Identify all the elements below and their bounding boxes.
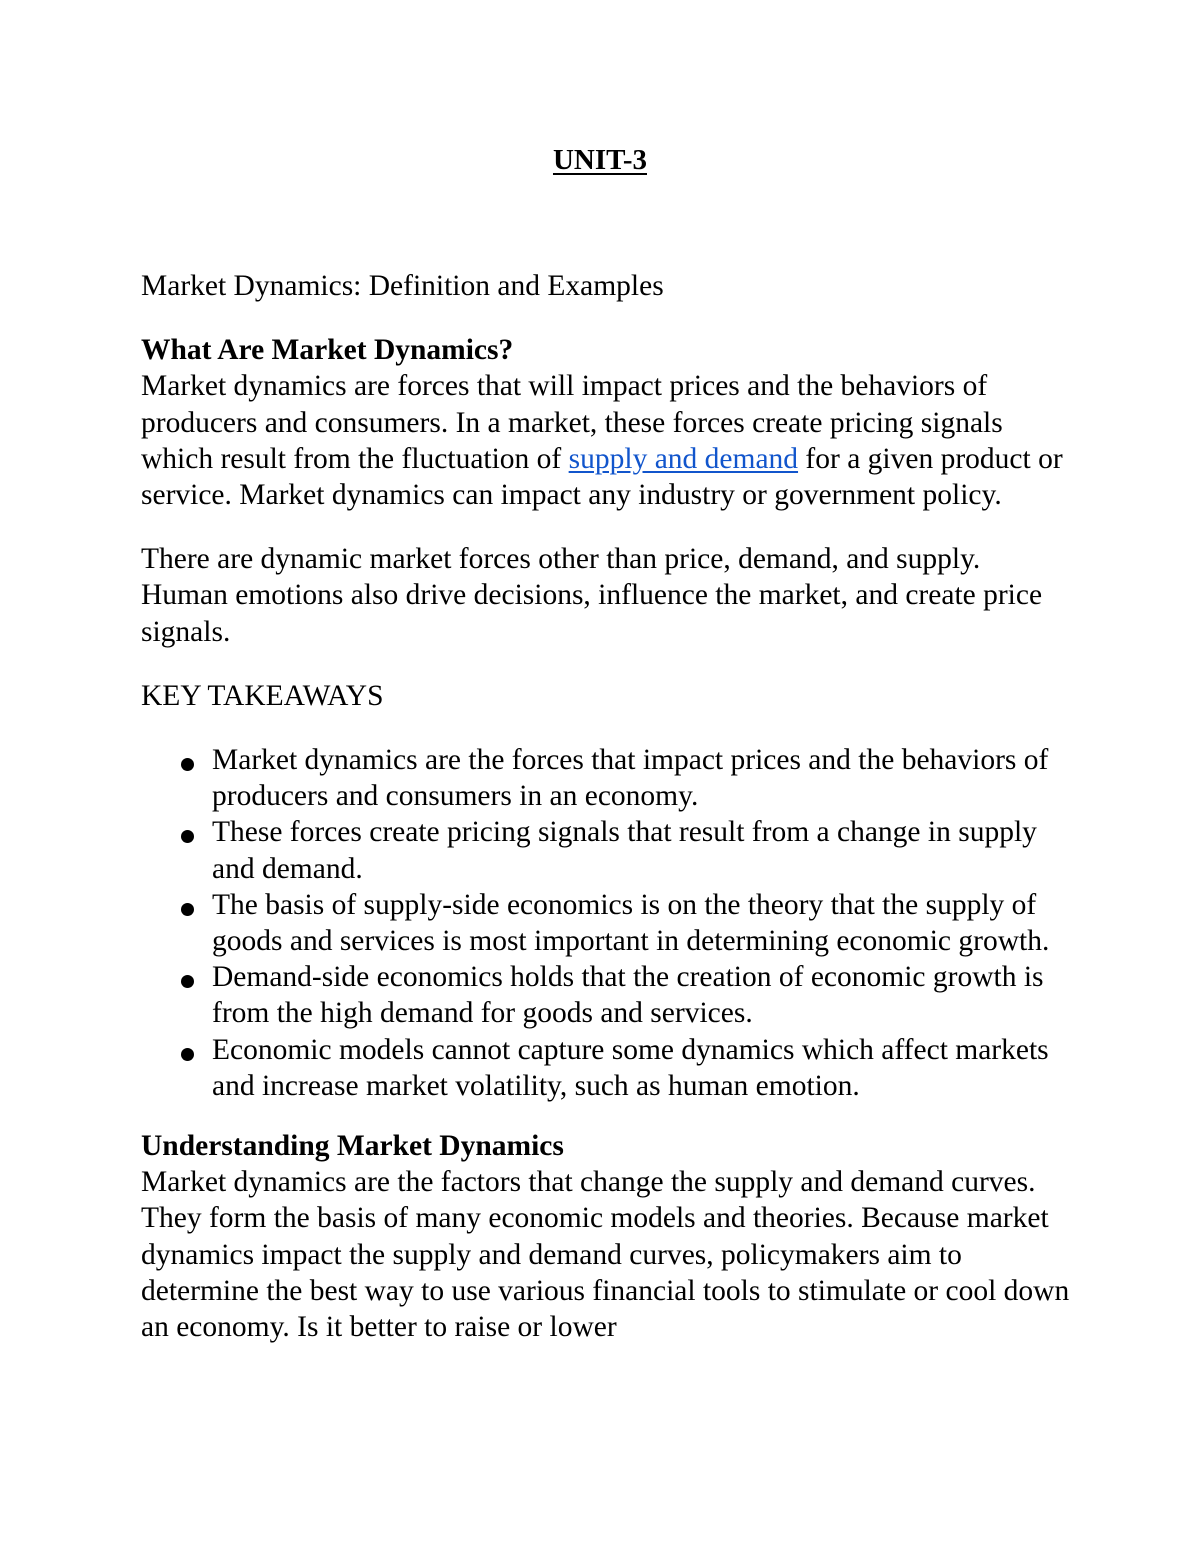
definition-text-part2: for a given product or service. Market dynamics can impact any industry or government policy. — [141, 442, 1063, 512]
list-item-text: The basis of supply-side economics is on the theory that the supply of goods and services is most important in determining economic growth. — [212, 888, 1050, 958]
definition-text-part1: Market dynamics are forces that will impact prices and the behaviors of producers and consumers. In a market, these forces create pricing signals which result from the fluctuation of — [141, 370, 1003, 475]
bullet-dot-icon — [181, 1048, 194, 1061]
bullet-dot-icon — [181, 903, 194, 916]
list-item-text: Demand-side economics holds that the creation of economic growth is from the high demand for goods and services. — [212, 961, 1044, 1030]
list-item — [181, 1032, 1071, 1104]
list-item — [181, 959, 1071, 1031]
section-heading-what-are: What Are Market Dynamics? — [141, 334, 514, 367]
bullet-dot-icon — [181, 975, 194, 988]
understanding-paragraph: Market dynamics are the factors that change the supply and demand curves. They form the basis of many economic models and theories. Because market dynamics impact the supply and demand curves, policymakers aim to determine the best way to use various financial tools to stimulate or cool down an economy. Is it better to raise or lower — [141, 1166, 1070, 1344]
list-item — [181, 814, 1071, 886]
definition-paragraph — [141, 368, 1071, 513]
list-item-text: Market dynamics are the forces that impact prices and the behaviors of producers and consumers in an economy. — [212, 744, 1049, 813]
document-subtitle: Market Dynamics: Definition and Examples — [141, 270, 664, 302]
bullet-dot-icon — [181, 758, 194, 771]
unit-title: UNIT-3 — [552, 144, 647, 176]
key-takeaways-heading: KEY TAKEAWAYS — [141, 679, 384, 712]
takeaways-list — [141, 742, 1071, 1104]
list-item — [181, 887, 1071, 959]
bullet-dot-icon — [181, 830, 194, 843]
section-heading-understanding: Understanding Market Dynamics — [141, 1130, 564, 1163]
list-item-text: Economic models cannot capture some dynamics which affect markets and increase market volatility, such as human emotion. — [212, 1033, 1049, 1102]
document-body — [141, 268, 1071, 1345]
supply-and-demand-link[interactable]: supply and demand — [568, 442, 799, 475]
forces-paragraph: There are dynamic market forces other than price, demand, and supply. Human emotions also drive decisions, influence the market, and create price signals. — [141, 543, 1043, 648]
list-item-text: These forces create pricing signals that result from a change in supply and demand. — [212, 816, 1037, 885]
list-item — [181, 742, 1071, 814]
